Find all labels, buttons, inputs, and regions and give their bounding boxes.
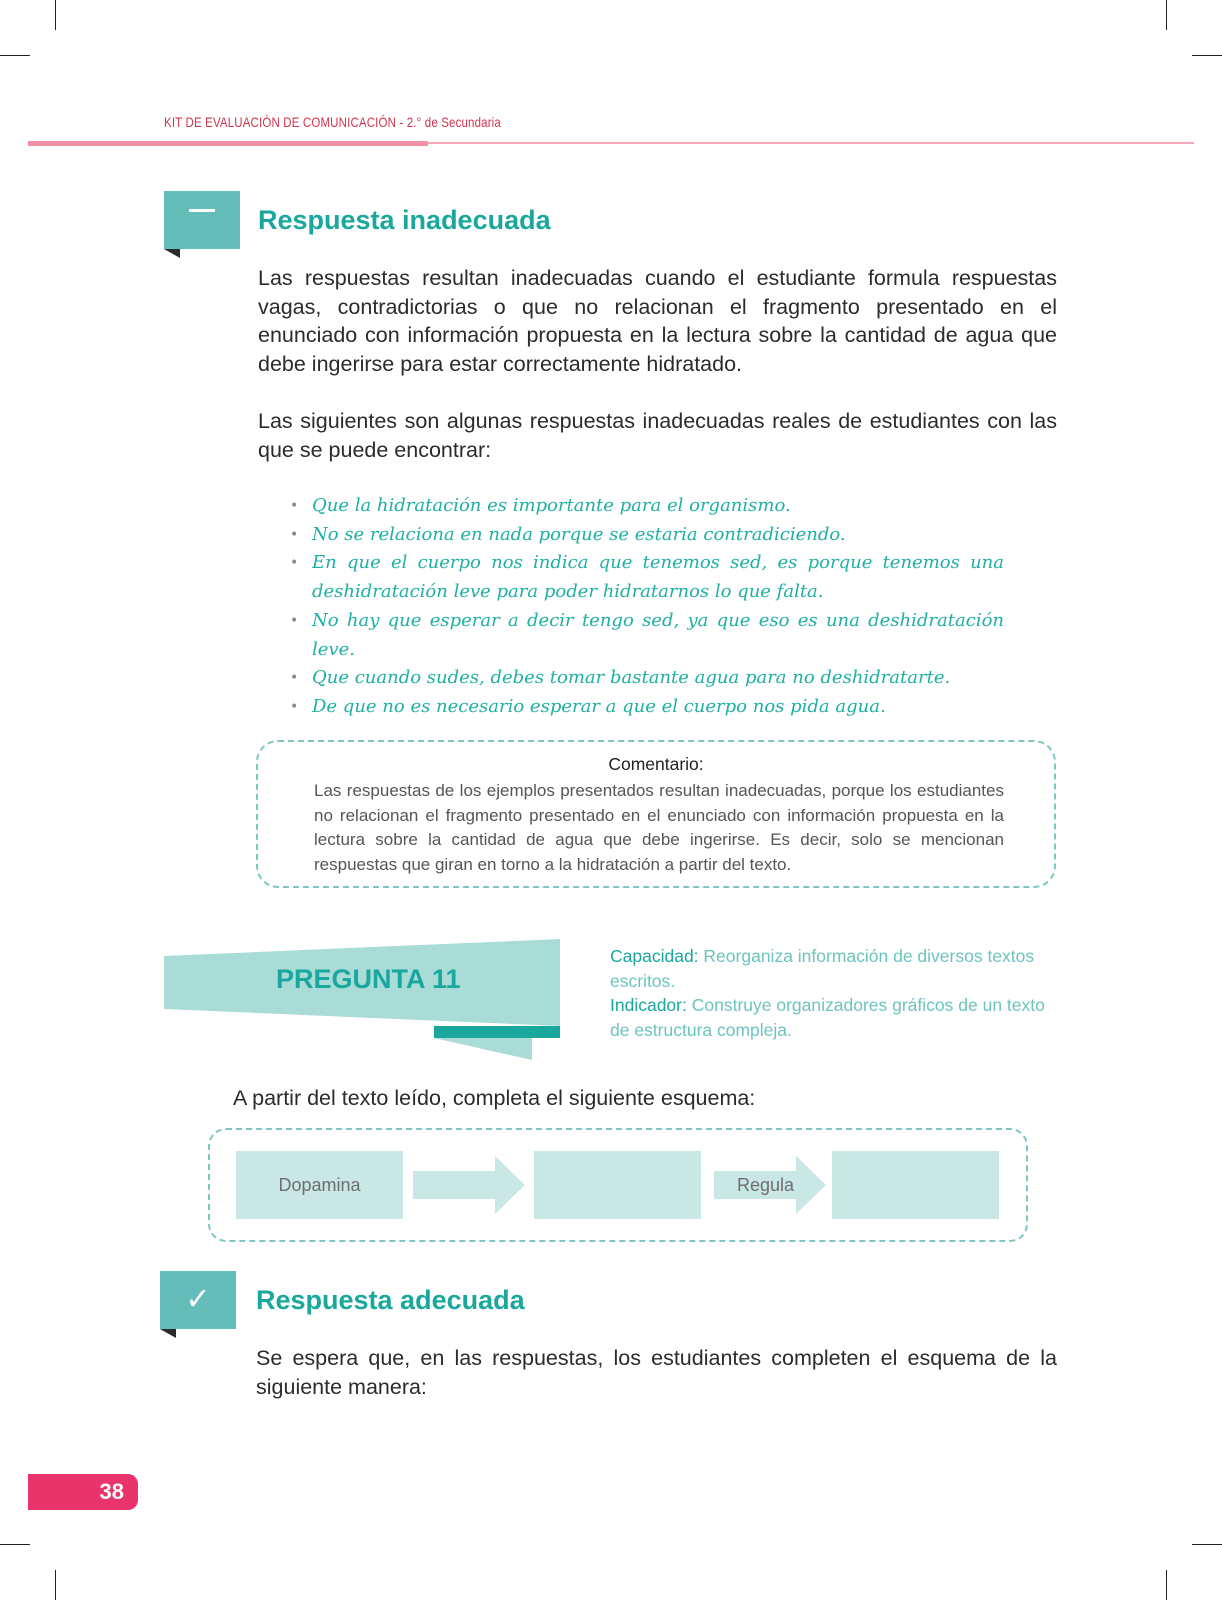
student-answers-list (290, 492, 1004, 722)
list-item: • No hay que esperar a decir tengo sed, ya que eso es una deshidratación leve. (290, 607, 1004, 664)
list-item: • En que el cuerpo nos indica que tenemos sed, es porque tenemos una deshidratación leve para poder hidratarnos lo que falta. (290, 549, 1004, 606)
check-icon: ✓ (160, 1271, 236, 1329)
comment-title: Comentario: (608, 754, 704, 774)
section-title-inadecuada: Respuesta inadecuada (258, 205, 551, 235)
scheme-box-blank[interactable] (832, 1151, 999, 1219)
running-header: KIT DE EVALUACIÓN DE COMUNICACIÓN - 2.° de Secundaria (164, 114, 501, 130)
paragraph-inadecuada-2: Las siguientes son algunas respuestas inadecuadas reales de estudiantes con las que se puede encontrar: (258, 409, 1057, 462)
section-title-adecuada: Respuesta adecuada (256, 1285, 525, 1315)
crop-mark (55, 1570, 56, 1600)
crop-mark (0, 55, 30, 56)
scheme-box-dopamina: Dopamina (236, 1151, 403, 1219)
paragraph-inadecuada-1: Las respuestas resultan inadecuadas cuando el estudiante formula respuestas vagas, contradictorias o que no relacionan el fragmento presentado en el enunciado con información propuesta en la lectura sobre la cantidad de agua que debe ingerirse para estar correctamente hidratado. (258, 266, 1057, 376)
comment-text: Las respuestas de los ejemplos presentados resultan inadecuadas, porque los estudiantes no relacionan el fragmento presentado en el enunciado con información propuesta en la lectura sobre la cantidad de agua que debe ingerirse. Es decir, solo se mencionan respuestas que giran en torno a la hidratación a partir del texto. (314, 781, 1004, 874)
indicador-label: Indicador: (610, 995, 687, 1015)
minus-icon (164, 191, 240, 249)
crop-mark (1166, 1570, 1167, 1600)
header-accent-bar (28, 141, 428, 146)
pregunta-label: PREGUNTA 11 (276, 964, 461, 994)
list-item: • No se relaciona en nada porque se estaria contradiciendo. (290, 521, 1004, 550)
list-item: • De que no es necesario esperar a que el cuerpo nos pida agua. (290, 693, 1004, 722)
paragraph-adecuada: Se espera que, en las respuestas, los estudiantes completen el esquema de la siguiente manera: (256, 1346, 1057, 1399)
scheme-box-blank[interactable] (534, 1151, 701, 1219)
list-item: • Que cuando sudes, debes tomar bastante agua para no deshidratarte. (290, 664, 1004, 693)
ribbon-fold (160, 1329, 176, 1338)
scheme-instruction: A partir del texto leído, completa el siguiente esquema: (233, 1086, 756, 1110)
capacidad-text: Reorganiza información de diversos textos escritos. (610, 946, 1035, 991)
crop-mark (1192, 55, 1222, 56)
page-number: 38 (28, 1474, 138, 1510)
scheme-arrow-1 (413, 1156, 525, 1214)
crop-mark (0, 1544, 30, 1545)
capacidad-label: Capacidad: (610, 946, 699, 966)
crop-mark (1192, 1544, 1222, 1545)
capacidad-info (610, 944, 1060, 993)
indicador-text: Construye organizadores gráficos de un texto de estructura compleja. (610, 995, 1045, 1040)
scheme-arrow-label: Regula (737, 1175, 795, 1195)
comment-box (256, 740, 1056, 888)
list-item: • Que la hidratación es importante para el organismo. (290, 492, 1004, 521)
ribbon-fold (164, 249, 180, 258)
crop-mark (1166, 0, 1167, 30)
crop-mark (55, 0, 56, 30)
indicador-info (610, 993, 1060, 1042)
pregunta-banner (164, 934, 564, 1060)
